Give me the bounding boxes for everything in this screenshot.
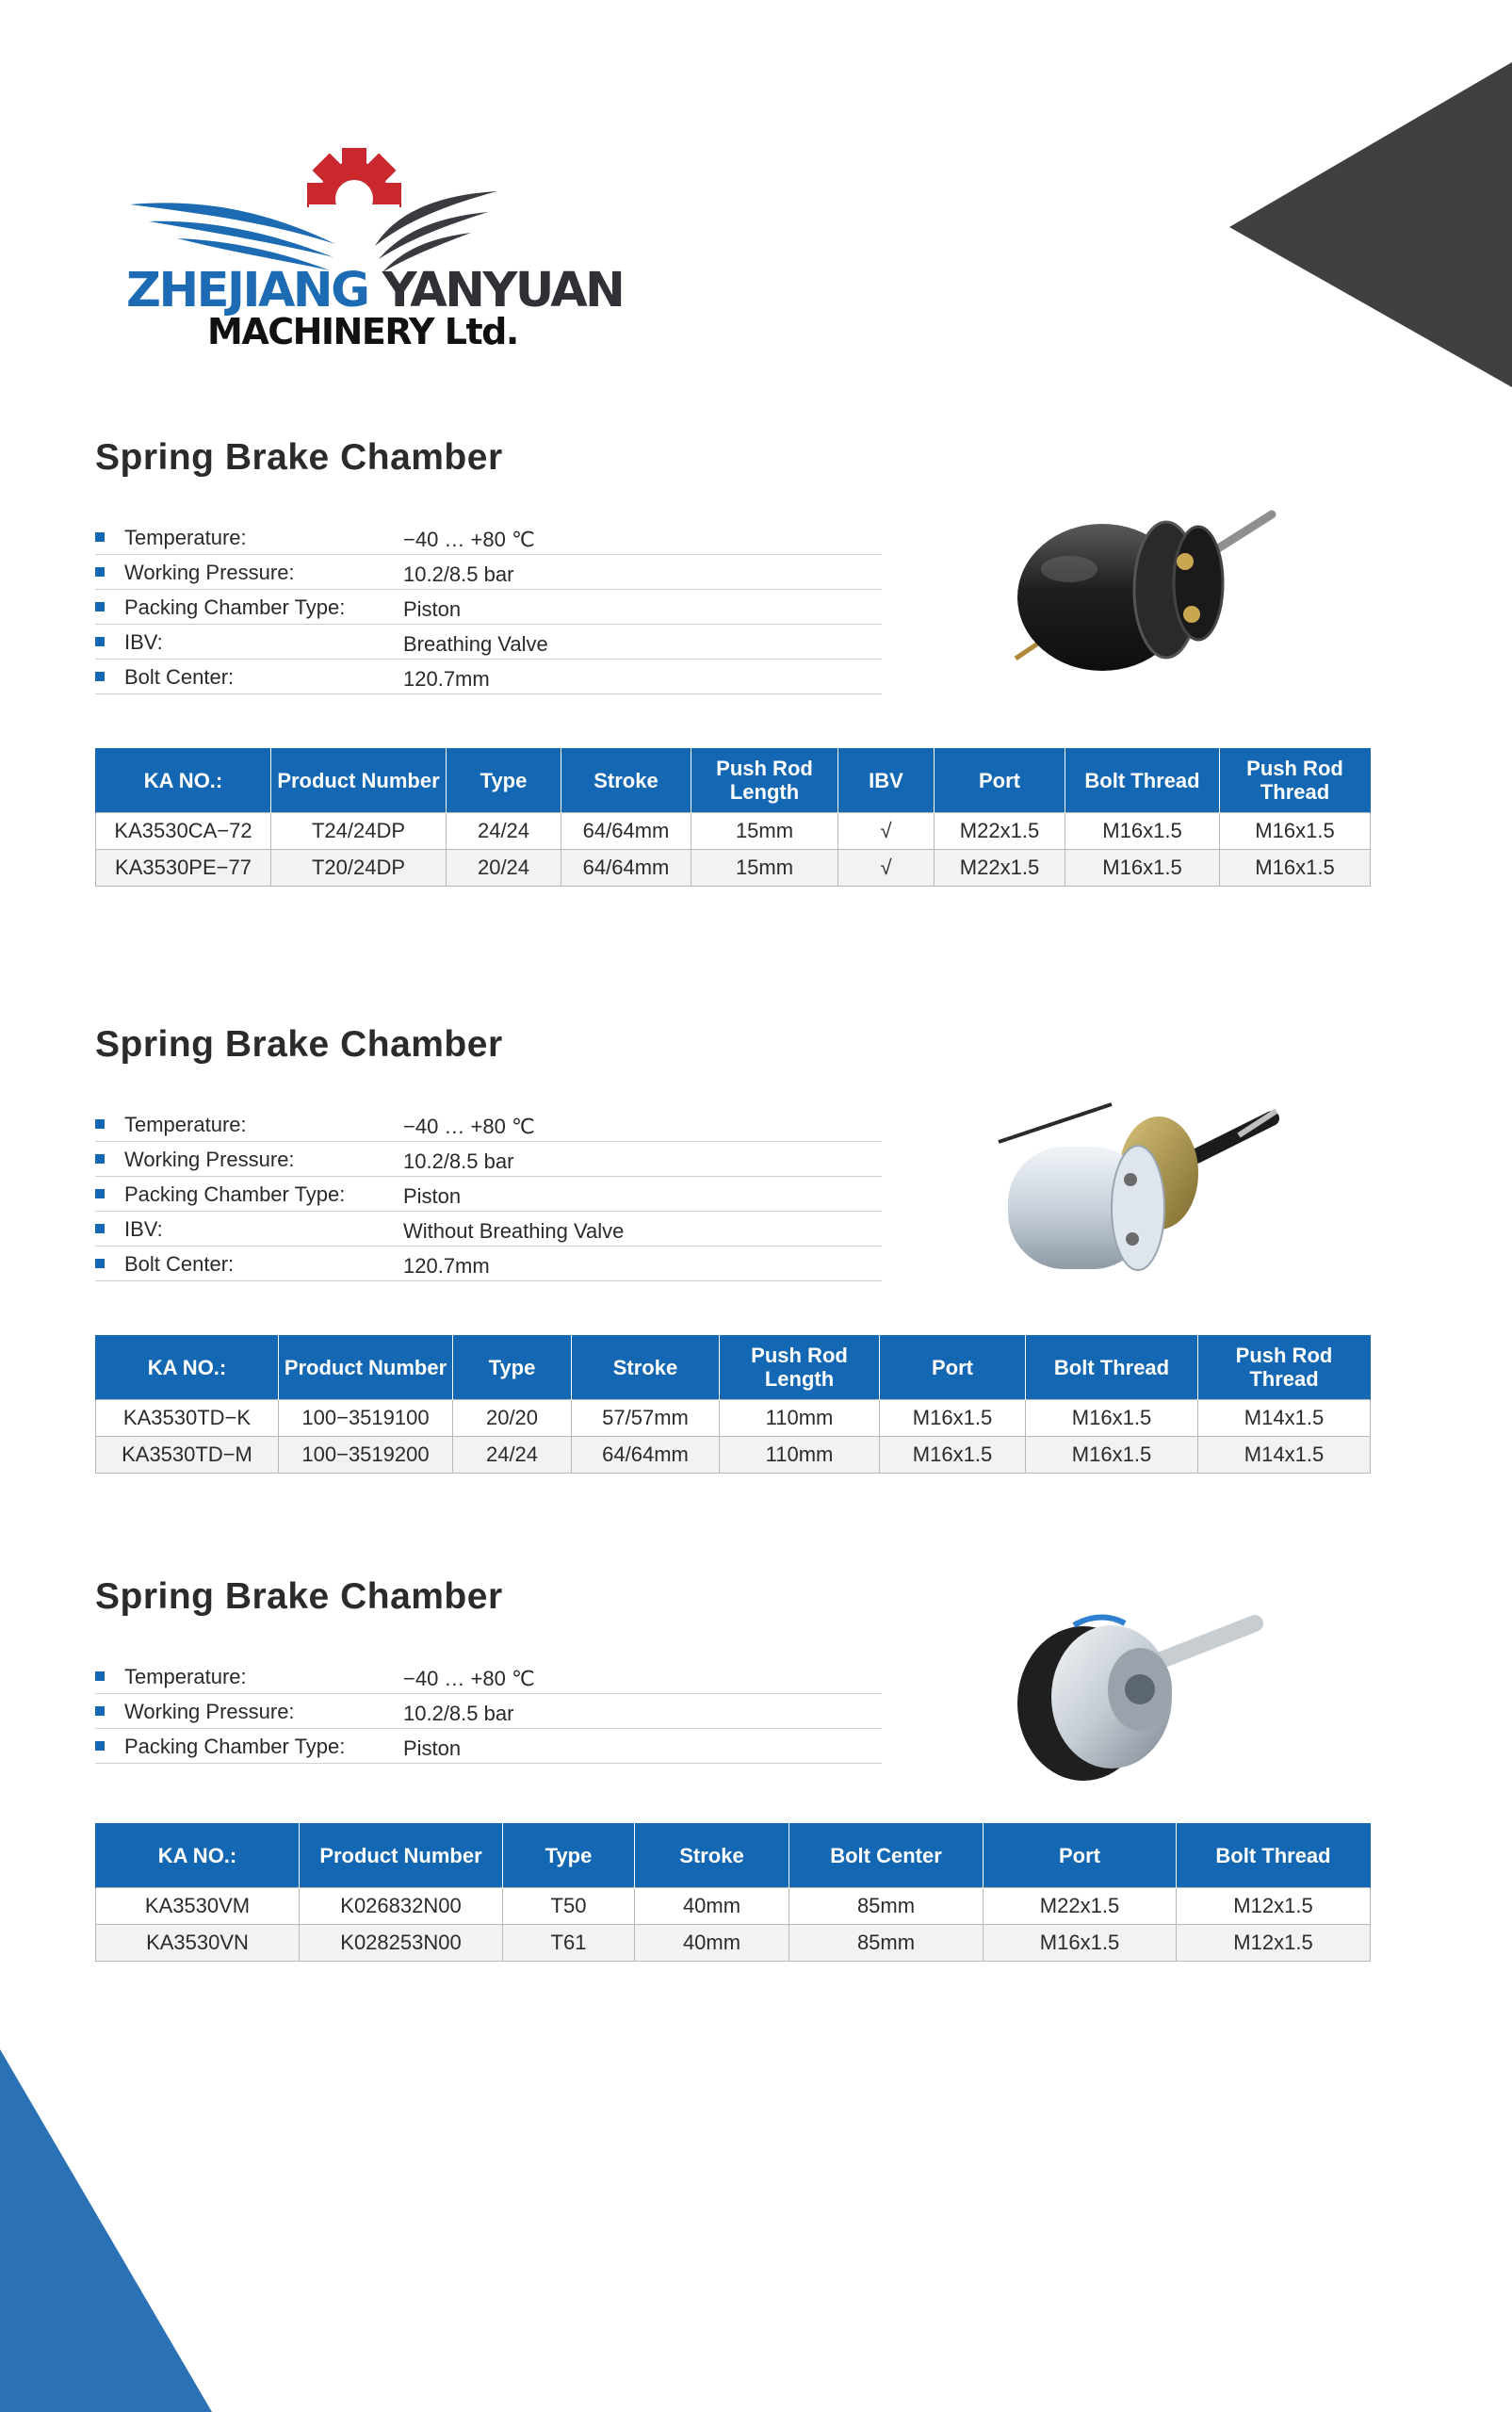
column-header: KA NO.: xyxy=(96,748,271,813)
table-cell: √ xyxy=(838,813,935,850)
table-cell: 57/57mm xyxy=(572,1400,720,1437)
table-cell: KA3530TD−M xyxy=(96,1437,279,1474)
table-cell: K028253N00 xyxy=(300,1925,503,1962)
spec-value: Piston xyxy=(403,1184,462,1208)
table-row xyxy=(96,1437,1371,1474)
table-cell: √ xyxy=(838,850,935,887)
column-header: Type xyxy=(447,748,561,813)
table-cell: 100−3519200 xyxy=(279,1437,453,1474)
table-cell: 85mm xyxy=(789,1925,984,1962)
table-cell: 20/24 xyxy=(447,850,561,887)
spec-value: Piston xyxy=(403,597,462,621)
spec-value: 10.2/8.5 bar xyxy=(403,1149,514,1173)
spec-row xyxy=(95,625,882,660)
bullet-square-icon xyxy=(95,1119,105,1129)
column-header: Bolt Thread xyxy=(1026,1335,1198,1400)
column-header: Port xyxy=(880,1335,1026,1400)
spec-value: 120.7mm xyxy=(403,667,490,691)
table-cell: M12x1.5 xyxy=(1177,1925,1371,1962)
table-cell: M16x1.5 xyxy=(1026,1400,1198,1437)
bullet-square-icon xyxy=(95,637,105,646)
spec-list xyxy=(95,1107,882,1281)
company-logo xyxy=(121,146,624,363)
table-cell: K026832N00 xyxy=(300,1888,503,1925)
table-cell: 24/24 xyxy=(447,813,561,850)
table-cell: M22x1.5 xyxy=(935,813,1065,850)
spec-label: Packing Chamber Type: xyxy=(124,1182,346,1206)
spec-row xyxy=(95,1247,882,1281)
table-header-row xyxy=(96,1335,1371,1400)
column-header: Product Number xyxy=(300,1823,503,1888)
table-row xyxy=(96,1888,1371,1925)
table-cell: M16x1.5 xyxy=(984,1925,1177,1962)
bullet-square-icon xyxy=(95,1741,105,1751)
table-cell: M16x1.5 xyxy=(1065,850,1220,887)
table-header-row xyxy=(96,748,1371,813)
column-header: Port xyxy=(984,1823,1177,1888)
column-header: Port xyxy=(935,748,1065,813)
bullet-square-icon xyxy=(95,532,105,542)
spring-brake-chamber-black-icon xyxy=(989,494,1281,682)
spec-row xyxy=(95,1694,882,1729)
table-cell: KA3530VN xyxy=(96,1925,300,1962)
spec-table xyxy=(95,1335,1371,1474)
spec-label: Packing Chamber Type: xyxy=(124,1735,346,1758)
section-title: Spring Brake Chamber xyxy=(95,1024,503,1065)
spec-label: IBV: xyxy=(124,630,163,654)
table-cell: 40mm xyxy=(635,1888,789,1925)
spec-row xyxy=(95,1659,882,1694)
spec-value: 120.7mm xyxy=(403,1254,490,1278)
table-cell: 64/64mm xyxy=(572,1437,720,1474)
column-header: IBV xyxy=(838,748,935,813)
table-cell: KA3530PE−77 xyxy=(96,850,271,887)
spec-label: Working Pressure: xyxy=(124,1700,295,1723)
table-cell: T24/24DP xyxy=(271,813,447,850)
table-cell: M12x1.5 xyxy=(1177,1888,1371,1925)
product-section-1 xyxy=(0,437,1512,899)
column-header: Bolt Thread xyxy=(1177,1823,1371,1888)
table-row xyxy=(96,813,1371,850)
table-cell: M16x1.5 xyxy=(1220,813,1371,850)
table-cell: KA3530CA−72 xyxy=(96,813,271,850)
table-cell: 15mm xyxy=(691,813,838,850)
section-title: Spring Brake Chamber xyxy=(95,437,503,478)
spec-value: 10.2/8.5 bar xyxy=(403,562,514,586)
table-cell: M14x1.5 xyxy=(1198,1437,1371,1474)
table-cell: 100−3519100 xyxy=(279,1400,453,1437)
column-header: Type xyxy=(453,1335,572,1400)
spec-row xyxy=(95,590,882,625)
spec-label: Temperature: xyxy=(124,1665,247,1688)
spec-value: −40 … +80 ℃ xyxy=(403,528,535,551)
spec-label: Bolt Center: xyxy=(124,1252,235,1276)
table-cell: 85mm xyxy=(789,1888,984,1925)
product-section-3 xyxy=(0,1576,1512,1972)
spec-value: −40 … +80 ℃ xyxy=(403,1667,535,1690)
spec-list xyxy=(95,520,882,694)
table-cell: T61 xyxy=(503,1925,635,1962)
spec-row xyxy=(95,1107,882,1142)
table-cell: 64/64mm xyxy=(561,850,691,887)
bullet-square-icon xyxy=(95,1671,105,1681)
column-header: Stroke xyxy=(635,1823,789,1888)
table-cell: M22x1.5 xyxy=(984,1888,1177,1925)
spec-label: Temperature: xyxy=(124,1113,247,1136)
table-cell: M16x1.5 xyxy=(1026,1437,1198,1474)
table-cell: 64/64mm xyxy=(561,813,691,850)
column-header: Product Number xyxy=(279,1335,453,1400)
column-header: Push Rod Thread xyxy=(1198,1335,1371,1400)
spec-list xyxy=(95,1659,882,1764)
logo-text-line2: MACHINERY Ltd. xyxy=(207,311,518,352)
logo-word-zhejiang: ZHEJIANG xyxy=(126,263,368,318)
spec-table xyxy=(95,1823,1371,1962)
column-header: Push Rod Thread xyxy=(1220,748,1371,813)
spec-row xyxy=(95,1729,882,1764)
spec-row xyxy=(95,1212,882,1247)
spec-label: Working Pressure: xyxy=(124,1148,295,1171)
bullet-square-icon xyxy=(95,1154,105,1164)
spec-value: Breathing Valve xyxy=(403,632,548,656)
bullet-square-icon xyxy=(95,1259,105,1268)
spec-row xyxy=(95,555,882,590)
column-header: Push Rod Length xyxy=(720,1335,880,1400)
column-header: KA NO.: xyxy=(96,1823,300,1888)
bullet-square-icon xyxy=(95,1224,105,1233)
product-section-2 xyxy=(0,1024,1512,1486)
table-row xyxy=(96,1925,1371,1962)
spec-value: Piston xyxy=(403,1736,462,1760)
spec-label: Working Pressure: xyxy=(124,561,295,584)
table-cell: 110mm xyxy=(720,1400,880,1437)
spec-table xyxy=(95,748,1371,887)
column-header: Stroke xyxy=(561,748,691,813)
spring-brake-chamber-silver-icon xyxy=(989,1090,1281,1288)
bullet-square-icon xyxy=(95,602,105,611)
spec-value: Without Breathing Valve xyxy=(403,1219,625,1243)
column-header: Push Rod Length xyxy=(691,748,838,813)
table-cell: M16x1.5 xyxy=(880,1437,1026,1474)
gear-wings-emblem-icon xyxy=(121,146,516,278)
table-cell: 24/24 xyxy=(453,1437,572,1474)
corner-triangle-blue xyxy=(0,2049,212,2412)
table-cell: M14x1.5 xyxy=(1198,1400,1371,1437)
spec-label: Packing Chamber Type: xyxy=(124,595,346,619)
table-cell: KA3530VM xyxy=(96,1888,300,1925)
spec-row xyxy=(95,660,882,694)
bullet-square-icon xyxy=(95,1189,105,1198)
table-cell: 15mm xyxy=(691,850,838,887)
spring-brake-chamber-aluminum-icon xyxy=(1008,1595,1272,1793)
table-cell: T50 xyxy=(503,1888,635,1925)
bullet-square-icon xyxy=(95,672,105,681)
table-cell: 20/20 xyxy=(453,1400,572,1437)
spec-row xyxy=(95,1177,882,1212)
spec-row xyxy=(95,520,882,555)
table-cell: 40mm xyxy=(635,1925,789,1962)
bullet-square-icon xyxy=(95,567,105,577)
table-row xyxy=(96,1400,1371,1437)
table-header-row xyxy=(96,1823,1371,1888)
corner-triangle-dark xyxy=(1229,62,1512,387)
table-cell: T20/24DP xyxy=(271,850,447,887)
spec-label: Temperature: xyxy=(124,526,247,549)
column-header: KA NO.: xyxy=(96,1335,279,1400)
spec-label: Bolt Center: xyxy=(124,665,235,689)
spec-value: 10.2/8.5 bar xyxy=(403,1702,514,1725)
spec-value: −40 … +80 ℃ xyxy=(403,1115,535,1138)
table-cell: 110mm xyxy=(720,1437,880,1474)
column-header: Bolt Center xyxy=(789,1823,984,1888)
logo-word-yanyuan: YANYUAN xyxy=(382,263,624,318)
spec-row xyxy=(95,1142,882,1177)
column-header: Bolt Thread xyxy=(1065,748,1220,813)
spec-label: IBV: xyxy=(124,1217,163,1241)
table-cell: M16x1.5 xyxy=(1065,813,1220,850)
column-header: Stroke xyxy=(572,1335,720,1400)
column-header: Type xyxy=(503,1823,635,1888)
table-row xyxy=(96,850,1371,887)
table-cell: KA3530TD−K xyxy=(96,1400,279,1437)
table-cell: M16x1.5 xyxy=(1220,850,1371,887)
column-header: Product Number xyxy=(271,748,447,813)
section-title: Spring Brake Chamber xyxy=(95,1576,503,1617)
bullet-square-icon xyxy=(95,1706,105,1716)
table-cell: M16x1.5 xyxy=(880,1400,1026,1437)
table-cell: M22x1.5 xyxy=(935,850,1065,887)
